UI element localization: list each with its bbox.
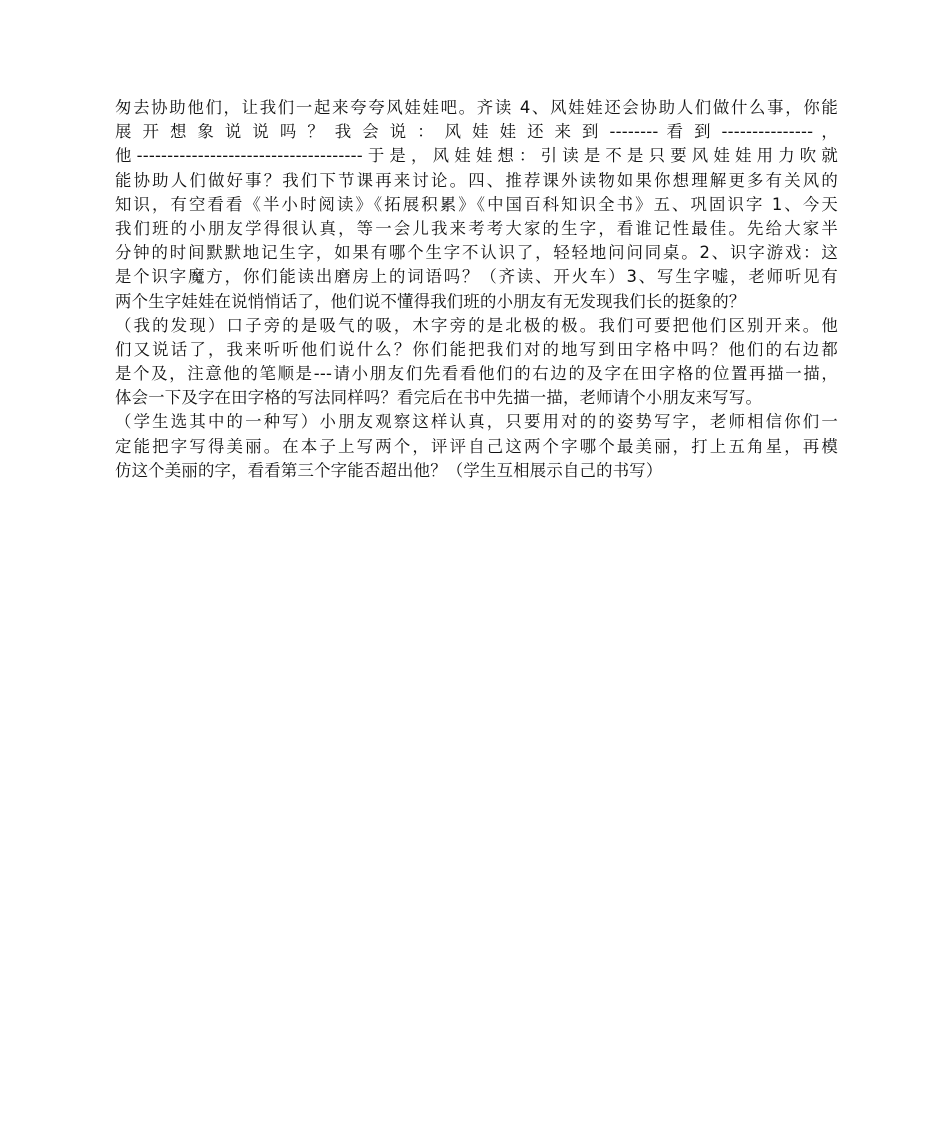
- text-line: 展 开 想 象 说 说 吗 ？ 我 会 说 ： 风 娃 娃 还 来 到 -------- 看 到 --------------- ，: [115, 122, 838, 142]
- text-line: （我的发现）口子旁的是吸气的吸，木字旁的是北极的极。我们可要把他们区别开来。他: [115, 315, 838, 335]
- text-line: 匆去协助他们，让我们一起来夸夸风娃娃吧。齐读 4、风娃娃还会协助人们做什么事，你能: [115, 98, 838, 117]
- text-line: 能协助人们做好事？我们下节课再来讨论。四、推荐课外读物如果你想理解更多有关风的: [115, 170, 838, 190]
- text-line: 们又说话了，我来听听他们说什么？你们能把我们对的地写到田字格中吗？他们的右边都: [115, 339, 838, 359]
- text-line: 是个及，注意他的笔顺是---请小朋友们先看看他们的右边的及字在田字格的位置再描一描，: [115, 364, 838, 384]
- text-line: 两个生字娃娃在说悄悄话了，他们说不懂得我们班的小朋友有无发现我们长的挺象的？: [115, 291, 746, 311]
- text-line: 他-------------------------------------于是，风娃娃想：引读是不是只要风娃娃用力吹就: [115, 146, 838, 166]
- text-line: 分钟的时间默默地记生字，如果有哪个生字不认识了，轻轻地问问同桌。2、识字游戏：这: [115, 243, 838, 263]
- text-line: 是个识字魔方，你们能读出磨房上的词语吗？（齐读、开火车）3、写生字嘘，老师听见有: [115, 267, 838, 287]
- text-line: 体会一下及字在田字格的写法同样吗？看完后在书中先描一描，老师请个小朋友来写写。: [115, 388, 763, 408]
- body-paragraph: [115, 96, 838, 483]
- text-line: 我们班的小朋友学得很认真，等一会儿我来考考大家的生字，看谁记性最佳。先给大家半: [115, 218, 838, 238]
- text-line: 知识，有空看看《半小时阅读》《拓展积累》《中国百科知识全书》五、巩固识字 1、今天: [115, 194, 838, 214]
- text-line: 仿这个美丽的字，看看第三个字能否超出他？（学生互相展示自己的书写）: [115, 460, 663, 480]
- text-line: 定能把字写得美丽。在本子上写两个，评评自己这两个字哪个最美丽，打上五角星，再模: [115, 436, 838, 456]
- text-line: （学生选其中的一种写）小朋友观察这样认真，只要用对的的姿势写字，老师相信你们一: [115, 412, 838, 432]
